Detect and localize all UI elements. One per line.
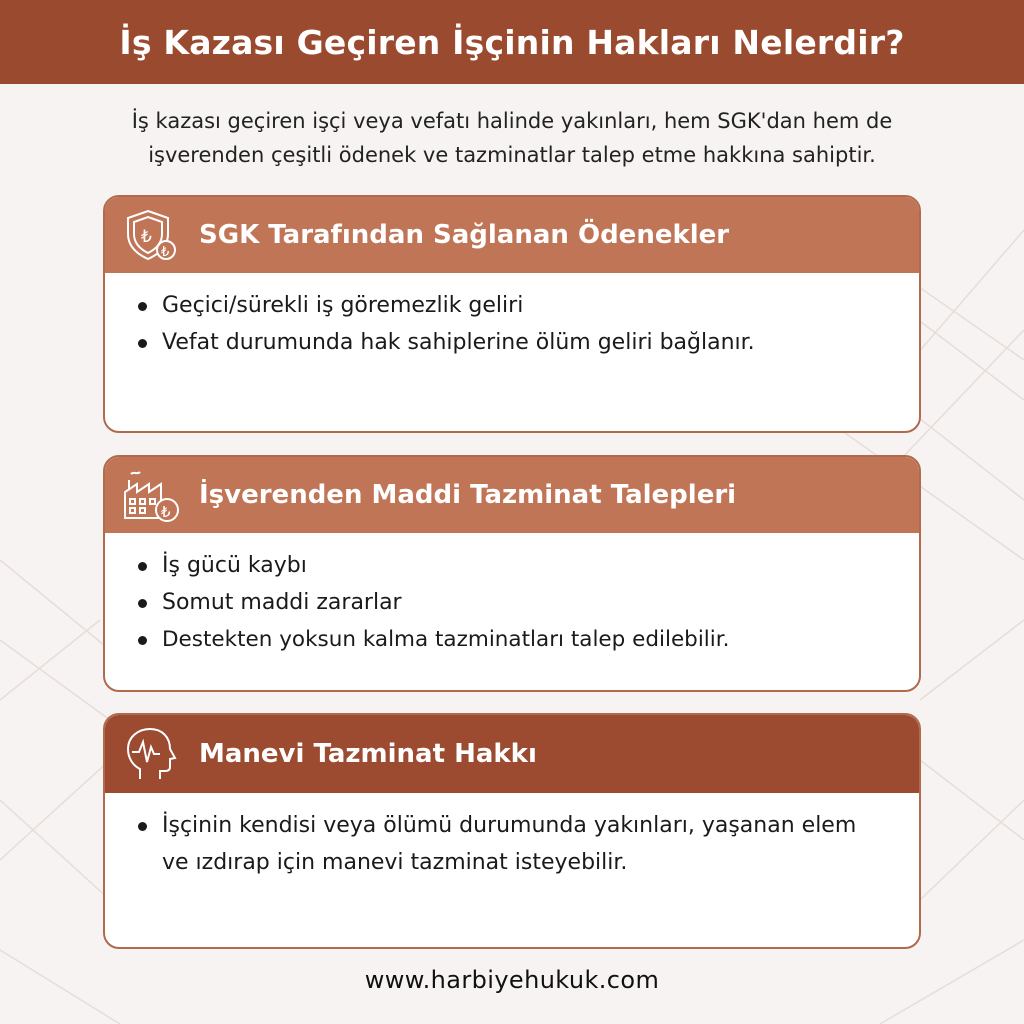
list-item: Destekten yoksun kalma tazminatları talep edilebilir. bbox=[135, 621, 903, 658]
section-title-sgk: SGK Tarafından Sağlanan Ödenekler bbox=[199, 220, 730, 250]
page-header bbox=[0, 0, 1024, 84]
section-header-sgk bbox=[105, 197, 919, 273]
section-card-employer bbox=[103, 455, 921, 692]
svg-text:₺: ₺ bbox=[161, 503, 171, 521]
intro-line-2: işverenden çeşitli ödenek ve tazminatlar talep etme hakkına sahiptir. bbox=[148, 143, 876, 167]
shield-lira-icon bbox=[121, 205, 181, 265]
list-item: İşçinin kendisi veya ölümü durumunda yakınları, yaşanan elem ve ızdırap için manevi tazminat isteyebilir. bbox=[135, 807, 862, 881]
list-item: Somut maddi zararlar bbox=[135, 584, 903, 621]
section-list-employer bbox=[105, 533, 919, 658]
section-title-moral: Manevi Tazminat Hakkı bbox=[199, 739, 537, 769]
section-header-employer bbox=[105, 457, 919, 533]
section-title-employer: İşverenden Maddi Tazminat Talepleri bbox=[199, 480, 737, 510]
section-header-moral bbox=[105, 715, 919, 793]
list-item: İş gücü kaybı bbox=[135, 547, 903, 584]
list-item: Vefat durumunda hak sahiplerine ölüm geliri bağlanır. bbox=[135, 324, 802, 361]
svg-text:₺: ₺ bbox=[161, 245, 170, 260]
section-list-sgk bbox=[105, 273, 919, 361]
svg-text:₺: ₺ bbox=[141, 227, 152, 247]
intro-text bbox=[30, 104, 994, 172]
list-item: Geçici/sürekli iş göremezlik geliri bbox=[135, 287, 903, 324]
intro-line-1: İş kazası geçiren işçi veya vefatı halinde yakınları, hem SGK'dan hem de bbox=[131, 109, 893, 133]
footer-url: www.harbiyehukuk.com bbox=[364, 966, 660, 994]
section-list-moral bbox=[105, 793, 919, 881]
page-title: İş Kazası Geçiren İşçinin Hakları Nelerdir? bbox=[119, 22, 905, 62]
section-card-moral bbox=[103, 713, 921, 949]
factory-lira-icon bbox=[121, 465, 181, 525]
head-pulse-icon bbox=[121, 724, 181, 784]
section-card-sgk bbox=[103, 195, 921, 433]
